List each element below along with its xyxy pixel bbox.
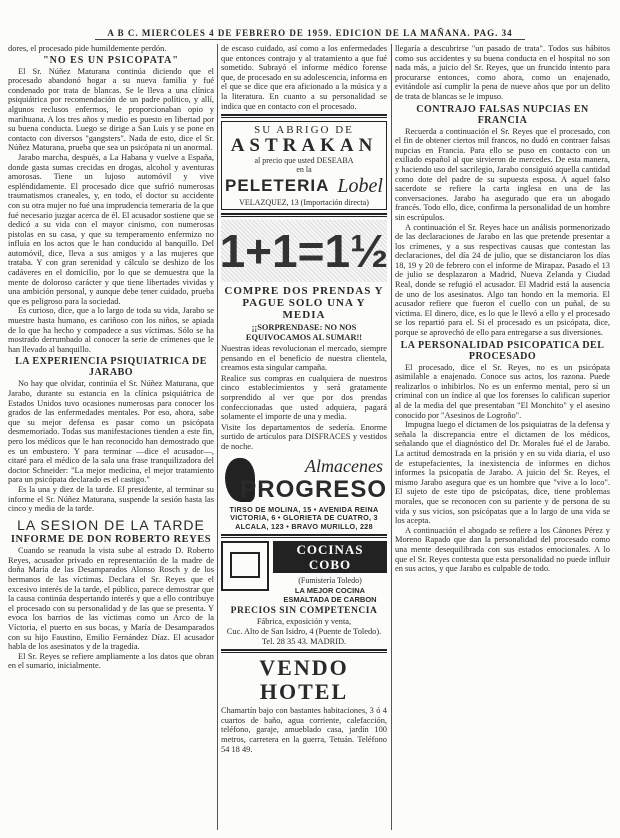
paragraph: dores, el procesado pide humildemente perdón. [8, 44, 167, 53]
astrakan-ad [221, 121, 387, 210]
ad-line: en la [296, 165, 312, 175]
promo-subtitle: ¡¡SORPRENDASE: NO NOS EQUIVOCAMOS AL SUMAR!! [245, 323, 363, 342]
classified-title: VENDO HOTEL [259, 655, 349, 705]
divider [221, 114, 387, 118]
paragraph: Impugna luego el dictamen de los psiquiatras de la defensa y señala la discrepancia entre el dictamen de los médicos, señalando que el diagnóstico del Dr. Morales fué el de Jarabo. La actitud demostrada en la prisión y en su vida diaria, el uso de estupefacientes, la inexistencia de informes en dichos informes la psicopatía de Jarabo. A juicio del Sr. Reyes, el mismo Jarabo asegura que es un hombre que "vive a lo loco". El sujeto de este tipo de psicópatas, dice, tiene problemas morales, que se reconocen con su pariente y de persona de su vida y sus vicios, son psicópatas que a lo largo de una vida se los acepta. [395, 420, 610, 526]
ad-line: al precio que usted DESEABA [254, 156, 354, 166]
paragraph: Realice sus compras en cualquiera de nuestros cinco establecimientos y será gratamente sorprendido al ver que por dos prendas confeccionadas que usted adquiera, pagará solamente el importe de una y media. [221, 373, 387, 422]
paragraph: Cuando se reanuda la vista sube al estrado D. Roberto Reyes, acusador privado en representación de la madre de doña María de las Desamparados Alonso Rosch y de los hermanos de las víctimas. Declara el Sr. Reyes que el excesivo interés de la tarde, el público, parece demostrar que la causa continúa despertando interés y que a ello contribuye el procesado con su personalidad y de las que se presenta. Y evoca los barrios de las víctimas como un Arco de la Víctoria, el puerto en sus bocas, y María de Desamparados con su hijo Faustino, Emilio Fernández Díaz. El acusador habla de los asesinatos y de la tragedia. [8, 546, 214, 652]
ad-line: SU ABRIGO DE [254, 124, 354, 137]
column-right [395, 44, 610, 574]
paragraph: Recuerda a continuación el Sr. Reyes que el procesado, con el fin de obtener ciertos mil francos, no dudó en contraer falsas nupcias en Francia. Para ello se puso en contacto con un exiliado español al que sirvieron de mercedes. De esta manera, y haciendo uso del sacrilegio, Jarabo consiguió aquella cantidad como dote del padre de su supuesta esposa. A aquel falso sacerdote se refiere la carta inglesa en una de las conversaciones. Jarabo ha asegurado que era un abogado francés. Todo ello, dice, confirma la personalidad de un hombre sin escrúpulos. [395, 126, 610, 222]
paragraph: llegaría a descubrirse "un pasado de trata". Todos sus hábitos como sus accidentes y su buena conducta en el hospital no son nada más, a juicio del Sr. Reyes, que un fruncido intento para procurarse entonces, como ahora, como un enajenado, evitándole así cumplir la pena de nueve años que por un delito de trata de blancas se le impuso. [395, 44, 610, 101]
paragraph: A continuación el abogado se refiere a los Cánones Pérez y Moreno Rapado que dan la personalidad del procesado como una mente desequilibrada con sus estados emocionales. A lo que el Sr. Reyes contesta que esta personalidad no puede influir en sus actos, y que Jarabo es culpable de todo. [395, 525, 610, 574]
promo-equation: 1+1=1½ [219, 225, 389, 278]
column-left [8, 44, 214, 671]
stove-icon [221, 541, 269, 591]
divider [221, 649, 387, 653]
paragraph: A continuación el Sr. Reyes hace un análisis pormenorizado de las declaraciones de Jarabo en las que pretende presentar a los crímenes, y a sus respectivas causas que contestan las declaraciones, del día 24 de julio, que se distanciaron los días 18, 19 y 20 de febrero con el informe de Mirapaz. Pasado el 13 de julio se desplazaron a Madrid, Nueva Zelanda y Ciudad Real, donde se refugió el acusador. El Madrid está la ausencia de uno de los asesinatos. Algo tan hondo en la memoria. El acusador refiere que fueron el cuello con un puñal, de su víctima. El dinero, dice, es lo que le llevó a ello y el procesado se los repartió para el. Si el procesado es un psicópata, dice, porque se aprovechó de ello para entregarse a sus diversiones. [395, 222, 610, 338]
paragraph: Visite los departamentos de sedería. Enorme surtido de artículos para DISFRACES y vestidos de noche. [221, 422, 387, 451]
section-heading: LA EXPERIENCIA PSIQUIATRICA DE JARABO [15, 356, 207, 379]
divider [221, 534, 387, 538]
ad-line: Fábrica, exposición y venta, [256, 617, 352, 627]
paragraph: El procesado, dice el Sr. Reyes, no es un psicópata asimilable a enajenado. Conoce sus actos, los razona. Puede realizarlos o inhibirlos. No es un enfermo mental, pero sí un criminal con un índice al que los forenses lo califican superior al de la media del que presentaban "El Monchito" y el asesino conocido por "Asesinos de Logroño". [395, 362, 610, 420]
paragraph: No hay que olvidar, continúa el Sr. Núñez Maturana, que Jarabo, durante su estancia en la clínica psiquiátrica de Estados Unidos tuvo ocasiones numerosas para conocer los grados de las enfermedades mentales. Por eso, ahora, sabe que su mejor defensa es pasar como un psicópata desmemoriado. Todas sus manifestaciones tienden a este fin, pero los médicos que le han reconocido han demostrado que es un embustero. Y para terminar —dice el acusador—, citaré para el médico de la sala una frase tranquilizadora del doctor Schneider: "La mejor medicina, el mejor tratamiento para un psicópata declarado es el castigo." [8, 379, 214, 485]
ad-address: Cuc. Alto de San Isidro, 4 (Puente de Toledo). Tel. 28 35 43. MADRID. [226, 627, 382, 646]
ad-title: PRECIOS SIN COMPETENCIA [230, 606, 378, 617]
section-subheading: INFORME DE DON ROBERTO REYES [10, 533, 212, 545]
ad-claim: LA MEJOR COCINA ESMALTADA DE CARBON [283, 586, 377, 604]
brand-logo: Lobel [337, 175, 383, 198]
store-name: PELETERIA [225, 176, 330, 196]
classified-text: Chamartín bajo con bastantes habitaciones, 3 ó 4 cuartos de baño, agua corriente, calefacción, teléfono, garaje, amueblado casa, jardín 100 metros, carretera en la guerra, Tetuán. Teléfono 54 18 49. [221, 706, 387, 754]
section-heading-large: LA SESION DE LA TARDE [17, 516, 205, 533]
paragraph: El Sr. Reyes se refiere ampliamente a los datos que obran en el sumario, inicialmente. [8, 651, 214, 671]
ad-line: (Fumistería Toledo) [298, 576, 362, 586]
logo-wordmark: PROGRESO [240, 475, 387, 503]
column-divider [217, 44, 218, 830]
column-middle [221, 44, 387, 754]
promo-title: COMPRE DOS PRENDAS Y PAGUE SOLO UNA Y MEDIA [224, 285, 384, 322]
ad-title: ASTRAKAN [230, 135, 378, 157]
page-masthead: A B C. MIERCOLES 4 DE FEBRERO DE 1959. EDICION DE LA MAÑANA. PAG. 34 [95, 28, 525, 40]
paragraph: El Sr. Núñez Maturana continúa diciendo que el procesado abandonó hogar a su nueva familia y fué condenado por trata de blancas. Se le lleva a una clínica psiquiátrica por recomendación de un padre político, y allí, algunos reclusos enfermos, le proporcionaban opio y marihuana. A los tres años y medio es puesto en libertad por su buena conducta. Luego se dirige a San Luis y se pone en contacto con diversos "gangsters". Nada de esto, dice el Sr. Núñez Maturana, prueba que sea un psicópata ni un anormal. [8, 66, 214, 153]
paragraph: Es curioso, dice, que a lo largo de toda su vida, Jarabo se muestre hasta humano, es cariñoso con los niños, se apiada de lo que ha hecho y compadece a sus víctimas. Sólo se ha mostrado derrumbado al conocer la serie de crímenes que le han llevado al banquillo. [8, 306, 214, 354]
column-divider [391, 44, 392, 830]
divider [221, 213, 387, 217]
section-heading: LA PERSONALIDAD PSICOPATICA DEL PROCESADO [400, 339, 605, 362]
paragraph: Es la una y diez de la tarde. El presidente, al terminar su informe el Sr. Núñez Maturana, suspende la sesión hasta las cinco y media de la tarde. [8, 484, 214, 514]
ad-address: VELAZQUEZ, 13 (Importación directa) [239, 198, 369, 208]
paragraph: Nuestras ideas revolucionan el mercado, siempre pensando en el beneficio de nuestra clientela, creamos esta singular campaña. [221, 343, 387, 373]
promo-graphic [221, 220, 387, 282]
cobo-ad [221, 541, 387, 604]
section-heading: "NO ES UN PSICOPATA" [43, 54, 179, 66]
store-addresses: TIRSO DE MOLINA, 15 • AVENIDA REINA VICTORIA, 6 • GLORIETA DE CUATRO, 3 ALCALA, 123 • BRAVO MURILLO, 228 [229, 504, 379, 531]
paragraph: de escaso cuidado, así como a los enfermedades que entonces contrajo y al tratamiento a que fué sometido. Subrayó el informe médico forense que, de procesado en su adolescencia, informa en el que se dice que era aficionado a la música y a la literatura. En cuanto a su personalidad se indica que en contacto con el procesado. [221, 44, 387, 111]
paragraph: Jarabo marcha, después, a La Habana y vuelve a España, donde gasta sumas crecidas en drogas, alcohol y aventuras amorosas. Tiene un lujoso automóvil y vive espléndidamente. El procesado dice que sufrió numerosas traumatismos craneales, y, en todo, el doctor su accidente con su otra mujer no fué una imprudencia temeraria de la que fué necesario juzgar acerca de él. El acusador sostiene que se dedicó a su vida con el mayor cinismo, con numerosas pistolas en su casa, y que su temperamento enfermizo no influía en los actos que le han conducido al banquillo. Del automóvil, dice, lleva a sus amigos y a las mujeres que trataba. Y con gran serenidad y cálculo se deshizo de los cadáveres en el domicilio, por lo que se demuestra que la mente de doloroso carácter y que tiene libertades vividas y una ambición personal, y aunque debe tener cuidado, prueba que es peligroso para la sociedad. [8, 152, 214, 306]
section-heading: CONTRAJO FALSAS NUPCIAS EN FRANCIA [416, 103, 589, 126]
logo-script: Almacenes [305, 455, 383, 476]
progreso-logo [221, 456, 387, 504]
brand-name: COCINAS COBO [273, 541, 387, 573]
